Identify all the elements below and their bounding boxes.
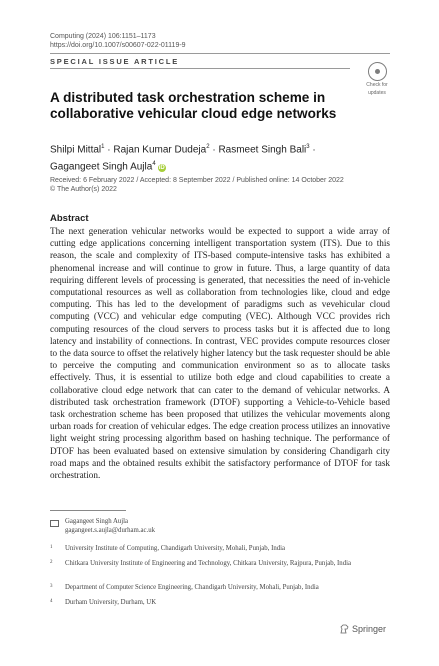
author-affil: 4 (152, 161, 156, 168)
header-rule (50, 53, 390, 54)
author-list (50, 140, 390, 175)
author-affil: 1 (101, 144, 105, 150)
article-title: A distributed task orchestration scheme in collaborative vehicular cloud edge networks (50, 90, 337, 121)
author-name[interactable]: Shilpi Mittal (50, 144, 102, 156)
abstract-text: The next generation vehicular networks would be expected to support a wide array of cutting edge applications concerning intelligent transportation system (ITS). Due to this reason, the scale and complexity of ITS-based compute-intensive tasks has exhibited a phenomenal increase and will continue to grow in future. Thus, a large quantity of data requiring different levels of processing is generated, that necessities the need of in-vehicle computational resources as well as collaboration from technologies like, cloud and edge computing. This has led to the development of paradigms such as vevehicular cloud computing (VCC) and vehicular edge computing (VEC). Although VCC provides rich computing resources of the cloud servers to process tasks but it is affected due to long latency and instability of connections. In contrast, VEC provides compute resources closer to the data source to offset the relatively higher latency but the task requester should be able to perceive the computing and communication environment so as to allocate tasks effectively. Thus, it is essential to utilize both edge and cloud capabilities to create a collaborative cloud edge network that can cater to the demand of vehicular networks. A distributed task orchestration framework (DTOF) supporting a Vehicle-to-Vehicle based task orchestration scheme has been proposed that utilizes the vehicular movements along urban roads for creation of vehicular edges. The edge creation process utilizes an innovative light weight string processing algorithm based on hashing technique. The performance of DTOF has been evaluated based on extensive simulation by considering Chandigarh city road maps and the obtained results exhibit the satisfactory performance of DTOF for task orchestration. (50, 226, 390, 481)
affiliation-text: Department of Computer Science Engineering, Chandigarh University, Mohali, Punjab, India (65, 584, 319, 591)
author-name[interactable]: Gagangeet Singh Aujla (50, 161, 153, 173)
badge-line2: updates (368, 89, 386, 96)
affiliation-text: Durham University, Durham, UK (65, 599, 157, 606)
author-affil: 2 (206, 144, 210, 150)
section-rule (50, 68, 350, 69)
contact-block (65, 518, 155, 535)
affiliation-number: 3 (50, 584, 53, 589)
author-separator: · (209, 144, 219, 156)
check-for-updates-badge[interactable] (360, 62, 394, 94)
check-for-updates-icon (368, 62, 387, 81)
author-separator: · (309, 144, 316, 156)
journal-volume: Computing (2024) 106:1151–1173 (50, 33, 156, 40)
badge-line1: Check for (366, 82, 388, 88)
affiliation-text: University Institute of Computing, Chandigarh University, Mohali, Punjab, India (65, 545, 286, 552)
author-name[interactable]: Rasmeet Singh Bali (218, 144, 307, 156)
affiliation-number: 1 (50, 545, 53, 550)
contact-name: Gagangeet Singh Aujla (65, 518, 129, 525)
doi-link[interactable]: https://doi.org/10.1007/s00607-022-01119-9 (50, 42, 186, 49)
copyright-line: © The Author(s) 2022 (50, 186, 117, 193)
contact-email[interactable]: gagangeet.s.aujla@durham.ac.uk (65, 526, 156, 534)
author-affil: 3 (306, 144, 310, 150)
publisher-logo (340, 624, 386, 634)
affiliation-number: 2 (50, 560, 53, 565)
affiliation-text: Chitkara University Institute of Engineering and Technology, Chitkara University, Rajpura, Punjab, India (65, 560, 351, 567)
orcid-icon[interactable]: iD (158, 164, 165, 171)
abstract-heading: Abstract (50, 213, 89, 224)
footnote-rule (50, 510, 126, 511)
publisher-name: Springer (352, 624, 387, 634)
author-name[interactable]: Rajan Kumar Dudeja (113, 144, 207, 156)
section-label: SPECIAL ISSUE ARTICLE (50, 57, 180, 66)
dates-line: Received: 6 February 2022 / Accepted: 8 September 2022 / Published online: 14 October 2022 (50, 177, 344, 184)
envelope-icon (50, 520, 59, 527)
publication-dates (50, 176, 344, 194)
journal-citation (50, 32, 186, 50)
springer-horse-icon (340, 624, 349, 634)
affiliation-number: 4 (50, 599, 53, 604)
author-separator: · (104, 144, 114, 156)
